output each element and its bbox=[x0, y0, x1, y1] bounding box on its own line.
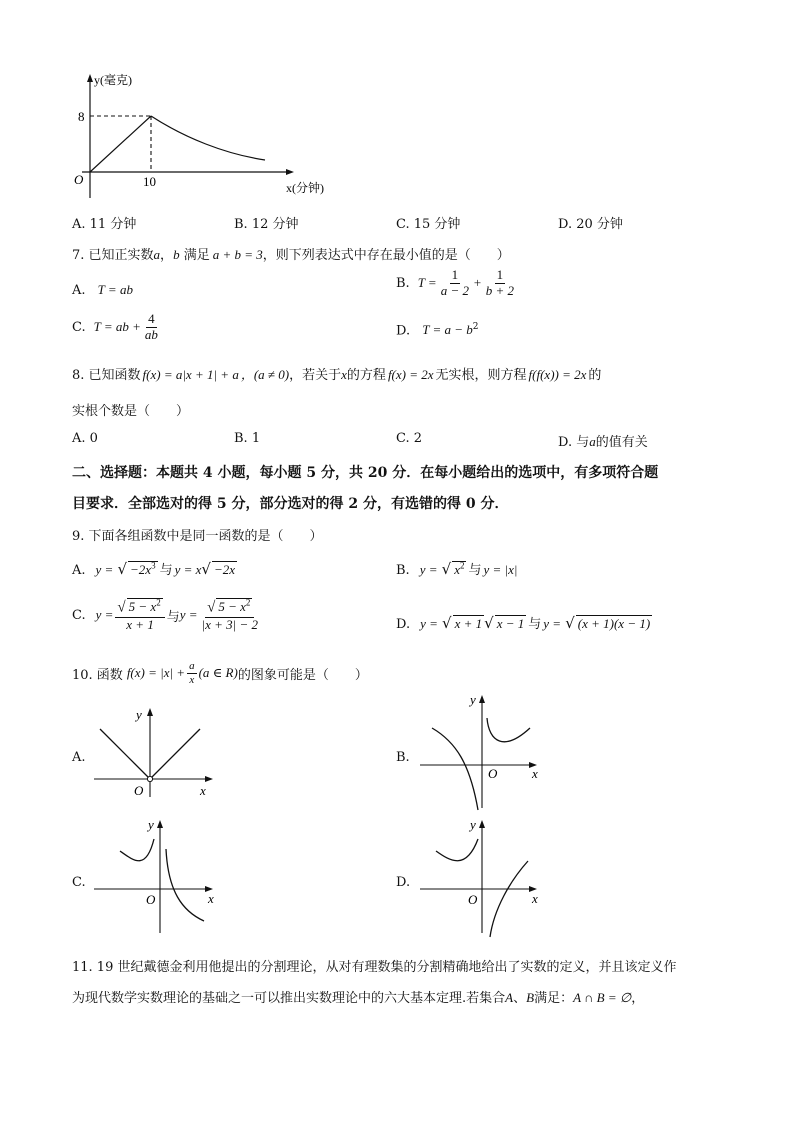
sqrt-sign-icon: √ bbox=[484, 614, 494, 632]
q11-line2c: ， bbox=[631, 991, 645, 1006]
q9-a-label: A. bbox=[72, 563, 86, 578]
q9-b-rad1-text: x bbox=[454, 562, 460, 577]
q9-a-rad1-exp: 3 bbox=[151, 560, 156, 571]
q7-d-exp: 2 bbox=[472, 322, 479, 332]
q10d-y-label: y bbox=[470, 817, 476, 832]
q10b-x-label: x bbox=[532, 766, 538, 781]
q11-line2 bbox=[72, 987, 644, 1006]
q6-decay-curve bbox=[151, 116, 265, 160]
q9-c-frac2 bbox=[200, 598, 260, 633]
q11-set-b: B bbox=[526, 990, 535, 1005]
q9-b-and: 与 bbox=[468, 563, 482, 578]
q7-b-den-2: b + 2 bbox=[485, 282, 515, 298]
q10a-left-branch bbox=[100, 729, 148, 777]
q9-c-num1-text: 5 − x bbox=[128, 599, 157, 615]
q8-d-var: a bbox=[589, 434, 596, 449]
q9-b-label: B. bbox=[396, 563, 410, 578]
q8-l1c: 的方程 bbox=[346, 368, 386, 383]
sqrt-sign-icon: √ bbox=[201, 560, 211, 578]
q7-d-expr: T = a − b bbox=[422, 322, 473, 338]
q10c-origin: O bbox=[146, 892, 156, 907]
q7-b-den-1: a − 2 bbox=[440, 282, 469, 298]
q7-condition: a + b = 3 bbox=[212, 247, 263, 262]
q9-d-y2: y = bbox=[543, 616, 562, 631]
q6-x-label: x(分钟) bbox=[286, 181, 324, 195]
q10-option-c-label[interactable]: C. bbox=[72, 875, 86, 890]
q10-graph-b[interactable] bbox=[418, 690, 548, 815]
q9-c-num1-exp: 2 bbox=[156, 598, 161, 608]
q8-l1a: 8. 已知函数 bbox=[72, 368, 141, 383]
q8-option-b[interactable]: B. 1 bbox=[234, 431, 261, 446]
sqrt-sign-icon: √ bbox=[442, 614, 452, 632]
q10d-right-branch bbox=[490, 861, 528, 937]
q10d-left-branch bbox=[436, 839, 478, 861]
q7-mid: 满足 bbox=[179, 248, 210, 263]
q10c-y-label: y bbox=[148, 817, 154, 832]
q10-stem bbox=[72, 660, 368, 686]
q10b-y-arrow bbox=[479, 695, 485, 703]
q7-b-frac-2 bbox=[484, 268, 516, 299]
q9-c-y2: y = bbox=[179, 607, 198, 623]
q7-c-frac bbox=[143, 312, 160, 343]
q7-b-num-2: 1 bbox=[496, 267, 504, 282]
q9-a-rad1 bbox=[128, 561, 158, 577]
q6-option-b[interactable]: B. 12 分钟 bbox=[234, 217, 299, 232]
q7-stem-end: ，则下列表达式中存在最小值的是（ ） bbox=[262, 248, 510, 263]
q9-a-rad1-text: −2x bbox=[130, 562, 152, 577]
q7-option-d[interactable] bbox=[396, 322, 479, 338]
q10a-y-label: y bbox=[136, 707, 142, 722]
q11-line2b: 满足： bbox=[534, 991, 574, 1006]
q11-sep: 、 bbox=[513, 991, 527, 1006]
q9-c-label: C. bbox=[72, 607, 86, 623]
q8-option-a[interactable]: A. 0 bbox=[72, 431, 98, 446]
q8-l1e: 的 bbox=[588, 368, 602, 383]
q10c-y-arrow bbox=[157, 820, 163, 828]
q6-option-a[interactable]: A. 11 分钟 bbox=[72, 217, 137, 232]
q9-b-rad1 bbox=[452, 561, 466, 577]
q7-stem bbox=[72, 244, 510, 263]
q9-d-rad3: (x + 1)(x − 1) bbox=[577, 616, 651, 631]
q9-a-y2: y = x bbox=[174, 562, 202, 577]
sqrt-sign-icon: √ bbox=[207, 599, 216, 616]
q9-d-label: D. bbox=[396, 617, 411, 632]
q6-option-d[interactable]: D. 20 分钟 bbox=[558, 217, 623, 232]
q10-frac bbox=[187, 660, 197, 686]
q7-option-c[interactable] bbox=[72, 312, 162, 343]
q10-option-d-label[interactable]: D. bbox=[396, 875, 411, 890]
q8-l1b: ，若关于 bbox=[289, 368, 342, 383]
q10a-origin: O bbox=[134, 783, 144, 798]
q10-stem-a: 10. 函数 bbox=[72, 667, 123, 683]
q8-stem-line1 bbox=[72, 364, 601, 383]
q9-a-rad2: −2x bbox=[213, 562, 236, 577]
q10d-x-label: x bbox=[532, 891, 538, 906]
section2-line2: 目要求．全部选对的得 5 分，部分选对的得 2 分，有选错的得 0 分． bbox=[72, 496, 509, 512]
q10d-y-arrow bbox=[479, 820, 485, 828]
sqrt-sign-icon: √ bbox=[441, 560, 452, 578]
q10a-y-arrow bbox=[147, 708, 153, 716]
q10-stem-b: 的图象可能是（ ） bbox=[237, 667, 368, 683]
q7-b-label: B. bbox=[396, 275, 410, 291]
q10-graph-a[interactable] bbox=[92, 705, 222, 800]
q8-x: x bbox=[341, 367, 347, 382]
q9-c-y1: y = bbox=[95, 607, 114, 623]
q10-den: x bbox=[189, 673, 195, 686]
q6-y-tick: 8 bbox=[78, 109, 85, 124]
q7-option-a[interactable] bbox=[72, 282, 133, 298]
q8-eq2: f(f(x)) = 2x bbox=[528, 367, 587, 382]
q9-d-rad2: x − 1 bbox=[496, 616, 525, 631]
q8-eq1: f(x) = 2x bbox=[387, 367, 434, 382]
q9-option-d[interactable] bbox=[396, 613, 652, 632]
q8-d-a: D. 与 bbox=[558, 435, 590, 450]
q10a-x-label: x bbox=[200, 783, 206, 798]
q8-stem-line2: 实根个数是（ ） bbox=[72, 404, 190, 419]
q6-graph bbox=[60, 70, 350, 200]
q7-b-lhs: T = bbox=[417, 275, 437, 291]
q10-option-b-label[interactable]: B. bbox=[396, 750, 410, 765]
sqrt-sign-icon: √ bbox=[117, 560, 128, 578]
q9-option-a[interactable] bbox=[72, 559, 237, 578]
q8-func: f(x) = a|x + 1| + a bbox=[142, 367, 239, 382]
q7-var-b: b bbox=[173, 247, 180, 262]
q9-a-y1: y = bbox=[95, 562, 114, 577]
q10d-origin: O bbox=[468, 892, 478, 907]
q10-func-a: f(x) = |x| + bbox=[126, 665, 186, 681]
q10-func-b: (a ∈ R) bbox=[198, 665, 238, 681]
sqrt-sign-icon: √ bbox=[565, 614, 575, 632]
q9-b-rad1-exp: 2 bbox=[459, 560, 465, 571]
q8-option-c[interactable]: C. 2 bbox=[396, 431, 423, 446]
q7-a-expr: T = ab bbox=[97, 282, 133, 297]
q10c-left-branch bbox=[120, 839, 154, 861]
q9-a-and: 与 bbox=[159, 563, 173, 578]
q8-l1d: 无实根，则方程 bbox=[435, 368, 527, 383]
q10b-left-branch bbox=[432, 728, 478, 810]
q9-c-frac1 bbox=[115, 598, 164, 633]
q9-stem: 9. 下面各组函数中是同一函数的是（ ） bbox=[72, 529, 323, 544]
q7-a-label: A. bbox=[72, 283, 86, 298]
q9-b-y2: y = |x| bbox=[483, 562, 518, 577]
q8-d-b: 的值有关 bbox=[595, 435, 648, 450]
q7-b-frac-1 bbox=[439, 268, 471, 299]
q10a-open-point bbox=[147, 776, 152, 781]
q6-option-c[interactable]: C. 15 分钟 bbox=[396, 217, 461, 232]
q7-c-label: C. bbox=[72, 319, 86, 335]
q6-x-tick: 10 bbox=[143, 174, 156, 189]
q7-c-den: ab bbox=[144, 326, 158, 342]
q11-line2a: 为现代数学实数理论的基础之一可以推出实数理论中的六大基本定理.若集合 bbox=[72, 991, 506, 1006]
section2-line1: 二、选择题：本题共 4 小题，每小题 5 分，共 20 分．在每小题给出的选项中，有多项符合题 bbox=[72, 465, 659, 481]
q6-x-arrow bbox=[286, 169, 294, 175]
q9-d-and: 与 bbox=[528, 617, 542, 632]
q9-d-y1: y = bbox=[420, 616, 438, 631]
q7-c-num: 4 bbox=[148, 311, 155, 326]
q8-option-d[interactable] bbox=[558, 431, 648, 450]
q7-sep: ， bbox=[160, 248, 174, 263]
q10b-right-branch bbox=[487, 718, 530, 742]
q9-c-num1 bbox=[115, 598, 164, 618]
q9-c-den2: |x + 3| − 2 bbox=[201, 616, 258, 632]
q10-num: a bbox=[189, 660, 195, 672]
q10c-x-label: x bbox=[208, 891, 214, 906]
q8-cond: ，(a ≠ 0) bbox=[240, 367, 290, 382]
q9-c-num2-text: 5 − x bbox=[218, 599, 246, 615]
q10b-origin: O bbox=[488, 766, 498, 781]
q9-option-b[interactable] bbox=[396, 559, 517, 578]
q6-origin: O bbox=[74, 172, 84, 187]
q7-option-b[interactable] bbox=[396, 268, 518, 299]
q10c-right-branch bbox=[166, 849, 204, 921]
q6-rise-line bbox=[90, 116, 151, 172]
q11-line1: 11. 19 世纪戴德金利用他提出的分割理论，从对有理数集的分割精确地给出了实数的定义，并且该定义作 bbox=[72, 960, 677, 975]
q10a-right-branch bbox=[152, 729, 200, 777]
q7-b-num-1: 1 bbox=[451, 267, 459, 282]
q10b-y-label: y bbox=[470, 692, 476, 707]
q9-c-num2 bbox=[205, 598, 254, 618]
q6-y-arrow bbox=[87, 74, 93, 82]
q9-c-and: 与 bbox=[166, 609, 180, 625]
q7-stem-start: 7. 已知正实数 bbox=[72, 248, 154, 263]
q10a-x-arrow bbox=[205, 776, 213, 782]
q9-b-y1: y = bbox=[419, 562, 438, 577]
q11-cond: A ∩ B = ∅ bbox=[573, 990, 632, 1005]
q10-option-a-label[interactable]: A. bbox=[72, 750, 86, 765]
q10-graph-d[interactable] bbox=[418, 815, 548, 940]
q7-var-a: a bbox=[153, 247, 161, 262]
q9-option-c[interactable] bbox=[72, 598, 262, 633]
q9-d-rad1: x + 1 bbox=[454, 616, 483, 631]
q11-set-a: A bbox=[505, 990, 514, 1005]
q9-c-num2-exp: 2 bbox=[245, 598, 251, 608]
q10-graph-c[interactable] bbox=[92, 815, 222, 940]
q7-b-plus: + bbox=[473, 275, 482, 291]
q9-c-den1: x + 1 bbox=[126, 616, 154, 632]
q7-c-lhs: T = ab + bbox=[93, 319, 141, 335]
q7-d-label: D. bbox=[396, 323, 411, 339]
q6-y-label: y(毫克) bbox=[94, 73, 132, 87]
sqrt-sign-icon: √ bbox=[117, 599, 126, 616]
